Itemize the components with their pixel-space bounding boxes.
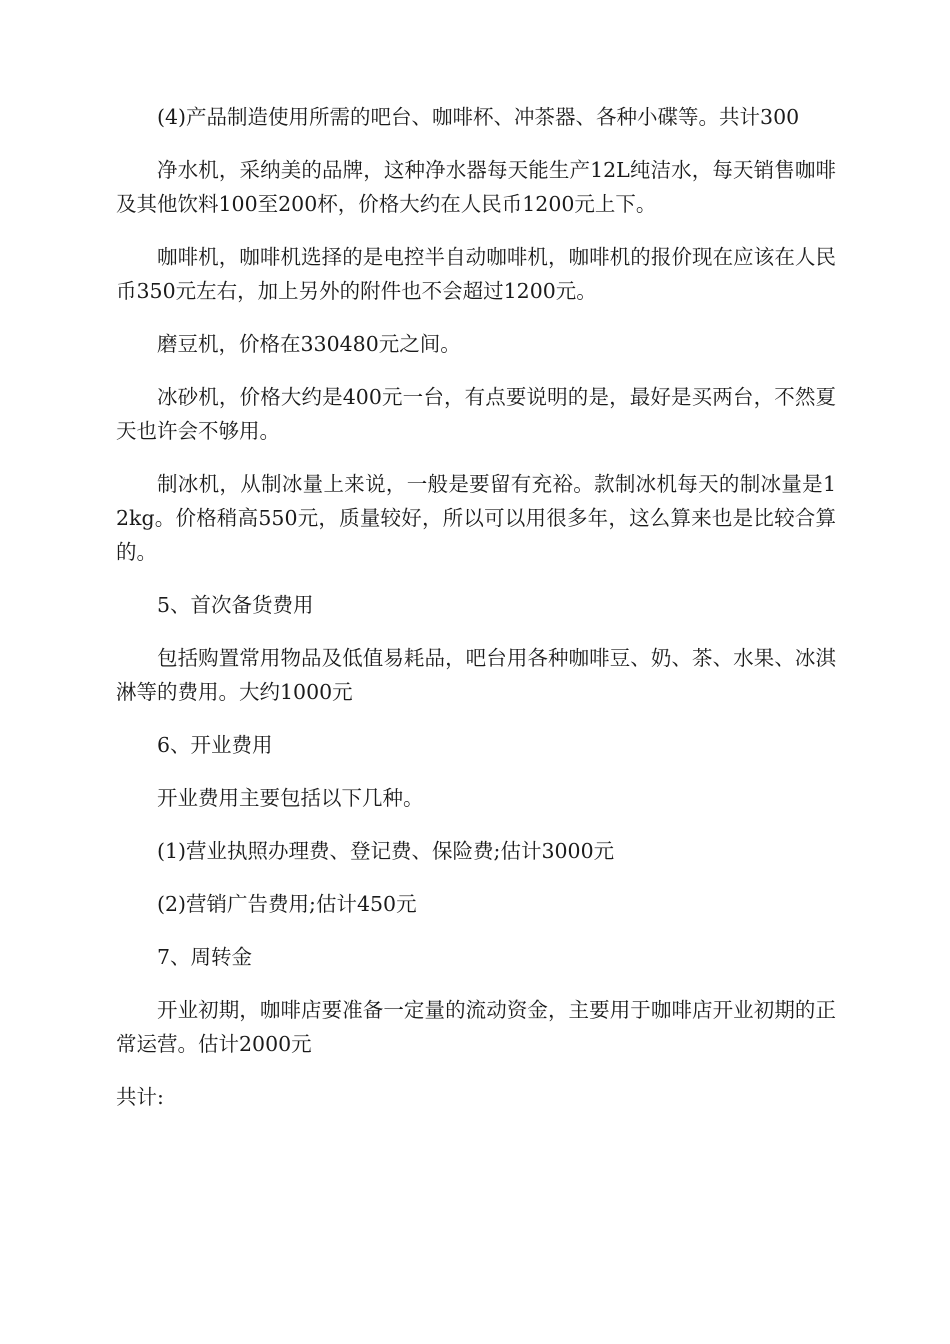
heading-opening-costs: 6、开业费用 <box>157 733 273 757</box>
paragraph-opening-costs-intro: 开业费用主要包括以下几种。 <box>157 786 424 810</box>
paragraph-initial-stock: 包括购置常用物品及低值易耗品，吧台用各种咖啡豆、奶、茶、水果、冰淇淋等的费用。大约1000元 <box>116 646 836 704</box>
paragraph-coffee-machine: 咖啡机，咖啡机选择的是电控半自动咖啡机，咖啡机的报价现在应该在人民币350元左右，加上另外的附件也不会超过1200元。 <box>116 245 836 303</box>
paragraph-ice-maker: 制冰机，从制冰量上来说，一般是要留有充裕。款制冰机每天的制冰量是12kg。价格稍高550元，质量较好，所以可以用很多年，这么算来也是比较合算的。 <box>116 472 836 564</box>
paragraph-equipment-intro: (4)产品制造使用所需的吧台、咖啡杯、冲茶器、各种小碟等。共计300 <box>157 105 800 129</box>
paragraph-slush-machine: 冰砂机，价格大约是400元一台，有点要说明的是，最好是买两台，不然夏天也许会不够用。 <box>116 385 836 443</box>
heading-working-capital: 7、周转金 <box>157 945 253 969</box>
paragraph-license-fees: (1)营业执照办理费、登记费、保险费;估计3000元 <box>157 839 615 863</box>
paragraph-marketing-fees: (2)营销广告费用;估计450元 <box>157 892 417 916</box>
paragraph-working-capital: 开业初期，咖啡店要准备一定量的流动资金，主要用于咖啡店开业初期的正常运营。估计2000元 <box>116 998 836 1056</box>
paragraph-water-purifier: 净水机，采纳美的品牌，这种净水器每天能生产12L纯洁水，每天销售咖啡及其他饮料100至200杯，价格大约在人民币1200元上下。 <box>116 158 836 216</box>
paragraph-total: 共计: <box>116 1085 164 1109</box>
document-page <box>116 100 836 1133</box>
paragraph-grinder: 磨豆机，价格在330480元之间。 <box>157 332 461 356</box>
heading-initial-stock: 5、首次备货费用 <box>157 593 314 617</box>
